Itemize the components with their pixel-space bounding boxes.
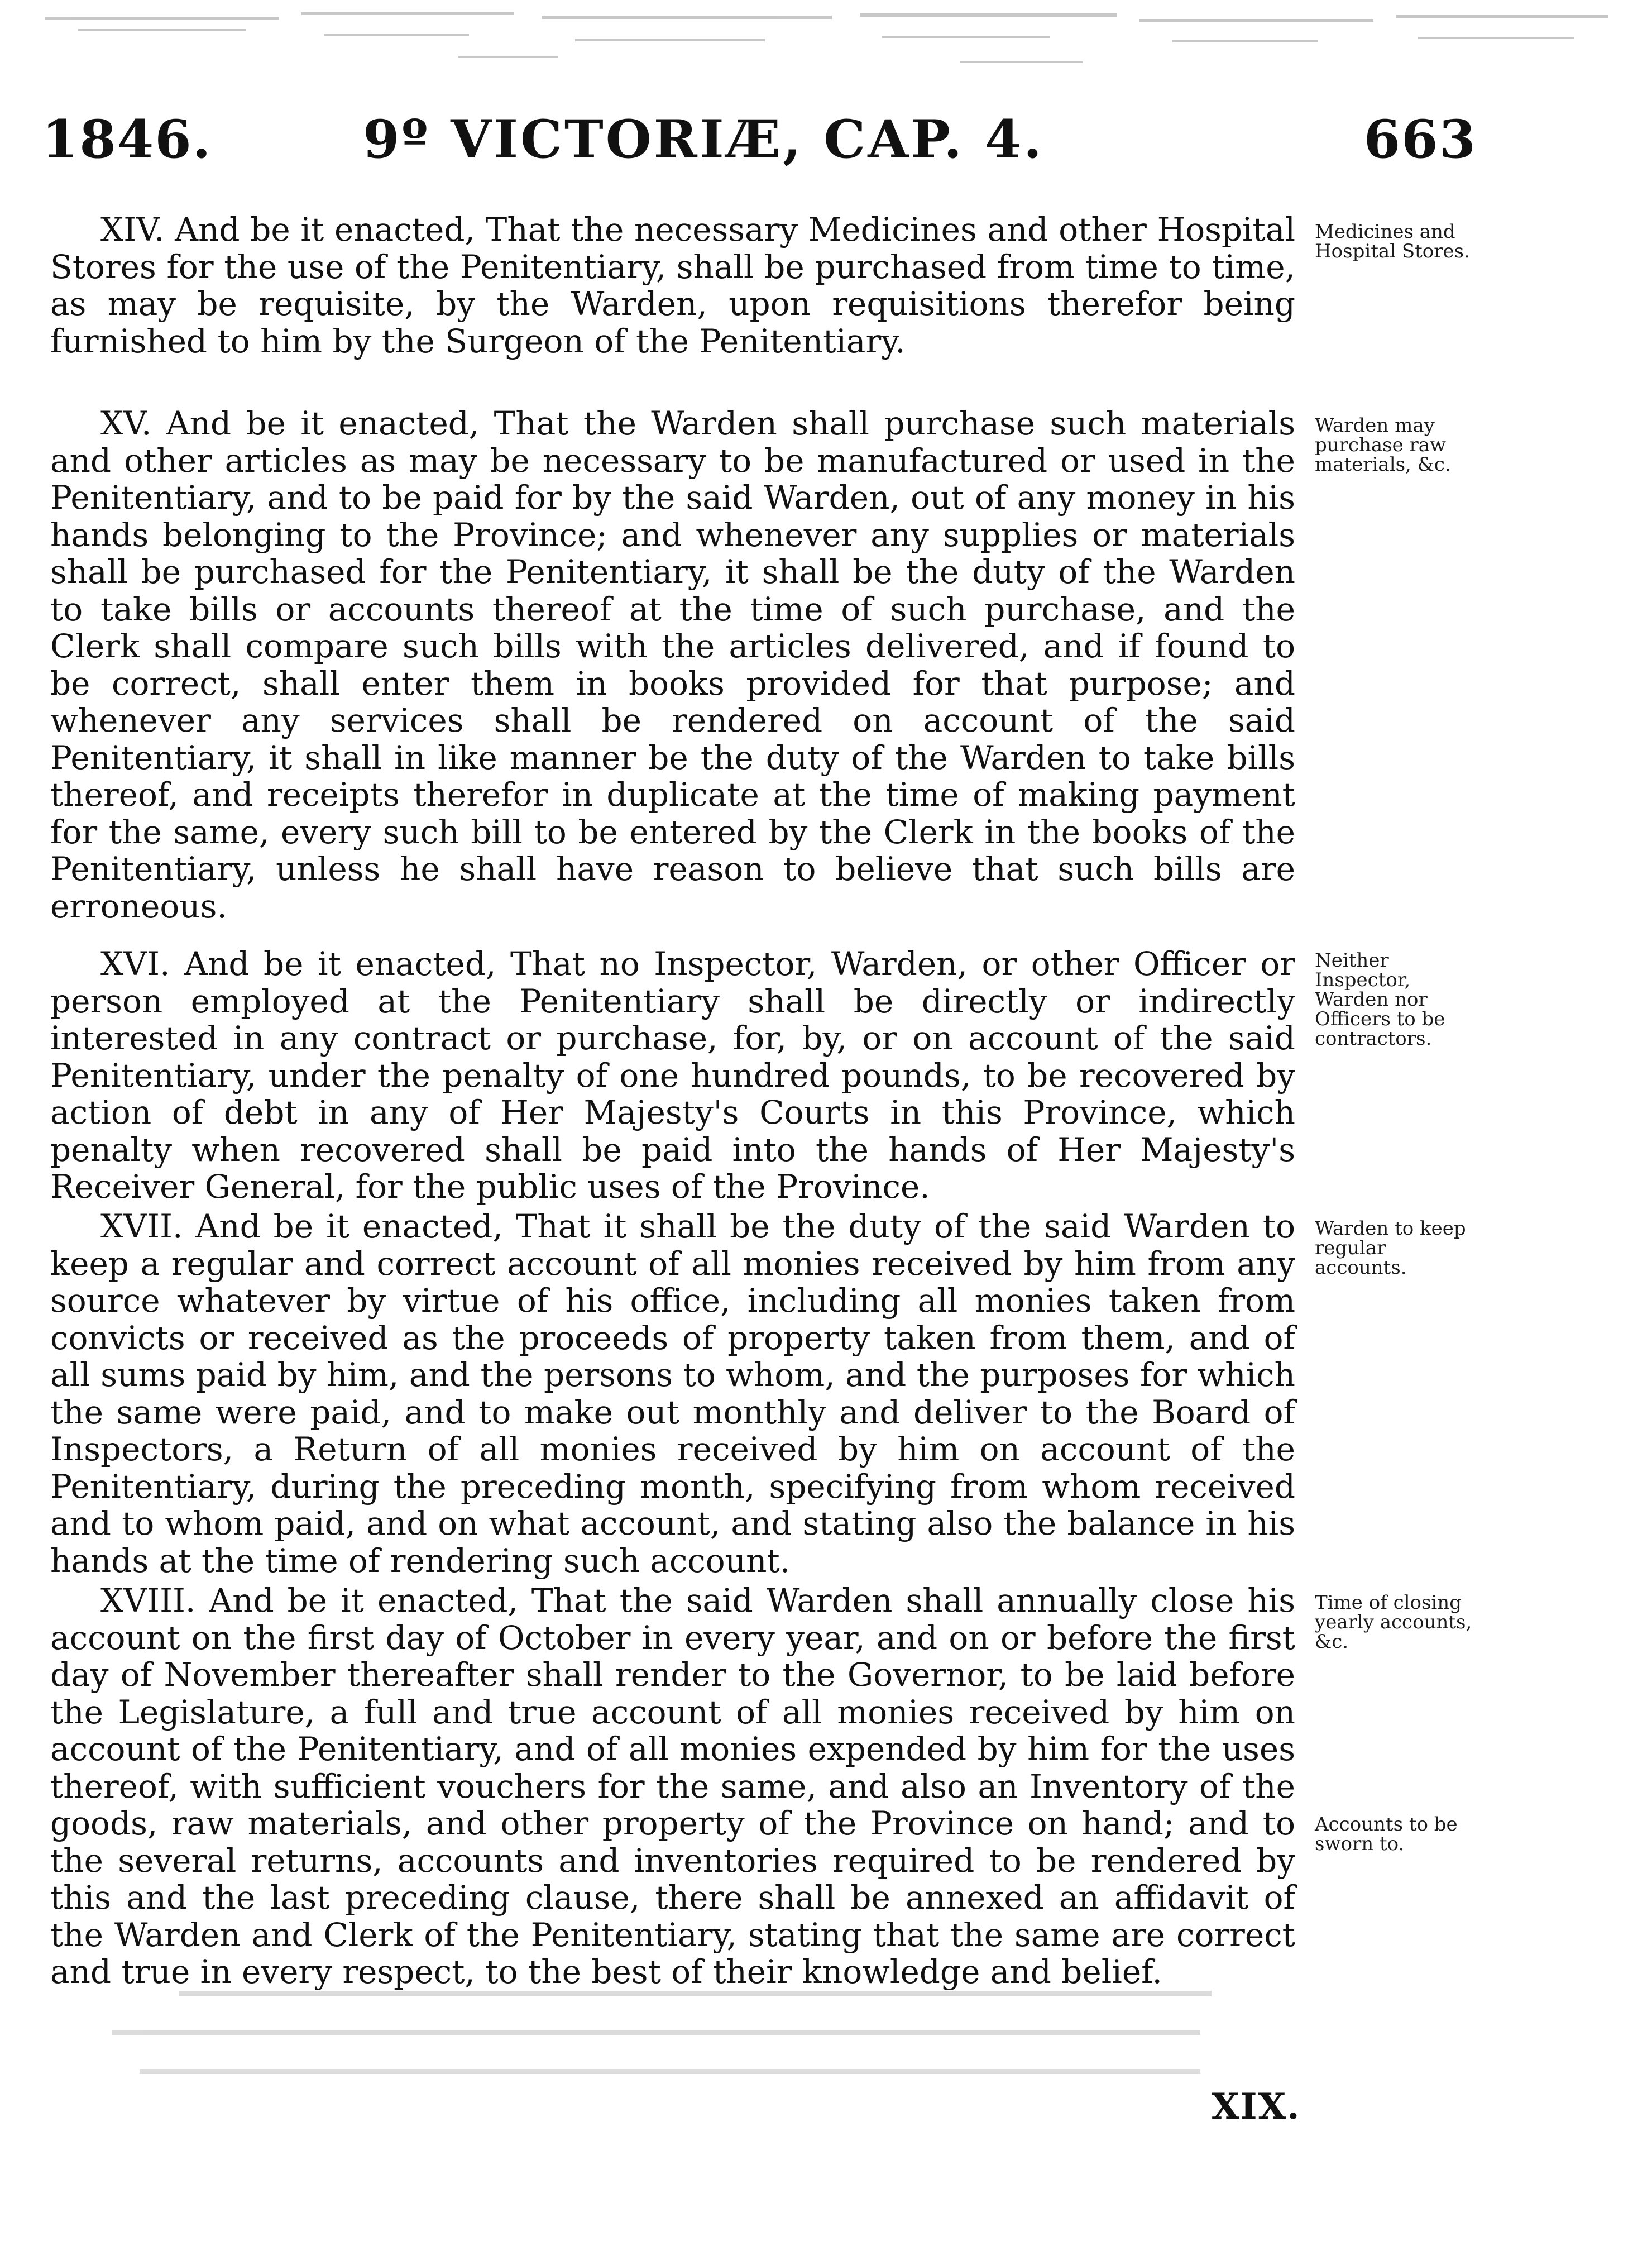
side-note: Accounts to be sworn to. bbox=[1315, 1813, 1458, 1855]
side-note: Neither Inspector, Warden nor Officers to be contractors. bbox=[1315, 949, 1445, 1050]
scan-noise-top bbox=[11, 0, 1630, 84]
header-year: 1846. bbox=[42, 109, 212, 170]
section-text: XVIII. And be it enacted, That the said Warden shall annually close his account on the first day of October in every year, and on or before the first day of November thereafter shall render to the Governor, to be laid before the Legislature, a full and true account of all monies received by him on account of the Penitentiary, and of all monies expended by him for the uses thereof, with sufficient vouchers for the same, and also an Inventory of the goods, raw materials, and other property of the Province on hand; and to the several returns, accounts and inventories required to be rendered by this and the last preceding clause, there shall be annexed an affidavit of the Warden and Clerk of the Penitentiary, stating that the same are correct and true in every respect, to the best of their knowledge and belief. bbox=[50, 1581, 1295, 1991]
section-text: XVI. And be it enacted, That no Inspector, Warden, or other Officer or person employed at the Penitentiary shall be directly or indirectly interested in any contract or purchase, for, by, or on account of the said Penitentiary, under the penalty of one hundred pounds, to be recovered by action of debt in any of Her Majesty's Courts in this Province, which penalty when recovered shall be paid into the hands of Her Majesty's Receiver General, for the public uses of the Province. bbox=[50, 945, 1295, 1206]
header-title: 9º VICTORIÆ, CAP. 4. bbox=[363, 109, 1044, 170]
header-page-number: 663 bbox=[1363, 109, 1477, 170]
section-text: XIV. And be it enacted, That the necessary Medicines and other Hospital Stores for the use of the Penitentiary, shall be purchased from time to time, as may be requisite, by the Warden, upon requisitions therefor being furnished to him by the Surgeon of the Penitentiary. bbox=[50, 211, 1295, 360]
side-note: Medicines and Hospital Stores. bbox=[1315, 221, 1470, 262]
catchword: XIX. bbox=[1212, 2086, 1301, 2128]
section-text: XV. And be it enacted, That the Warden shall purchase such materials and other articles as may be necessary to be manufactured or used in the Penitentiary, and to be paid for by the said Warden, out of any money in his hands belonging to the Province; and whenever any supplies or materials shall be purchased for the Penitentiary, it shall be the duty of the Warden to take bills or accounts thereof at the time of such purchase, and the Clerk shall compare such bills with the articles delivered, and if found to be correct, shall enter them in books provided for that purpose; and whenever any services shall be rendered on account of the said Penitentiary, it shall in like manner be the duty of the Warden to take bills thereof, and receipts therefor in duplicate at the time of making payment for the same, every such bill to be entered by the Clerk in the books of the Penitentiary, unless he shall have reason to believe that such bills are erroneous. bbox=[50, 404, 1295, 925]
side-note: Warden to keep regular accounts. bbox=[1315, 1217, 1466, 1279]
section-text: XVII. And be it enacted, That it shall be the duty of the said Warden to keep a regular and correct account of all monies received by him from any source whatever by virtue of his office, including all monies taken from convicts or received as the proceeds of property taken from them, and of all sums paid by him, and the persons to whom, and the purposes for which the same were paid, and to make out monthly and deliver to the Board of Inspectors, a Return of all monies received by him on account of the Penitentiary, during the preceding month, specifying from whom received and to whom paid, and on what account, and stating also the balance in his hands at the time of rendering such account. bbox=[50, 1207, 1295, 1580]
side-note: Time of closing yearly accounts, &c. bbox=[1315, 1592, 1472, 1653]
side-note: Warden may purchase raw materials, &c. bbox=[1315, 414, 1451, 476]
page-header bbox=[42, 109, 1477, 176]
bleed-through-marks bbox=[0, 1980, 1652, 2102]
